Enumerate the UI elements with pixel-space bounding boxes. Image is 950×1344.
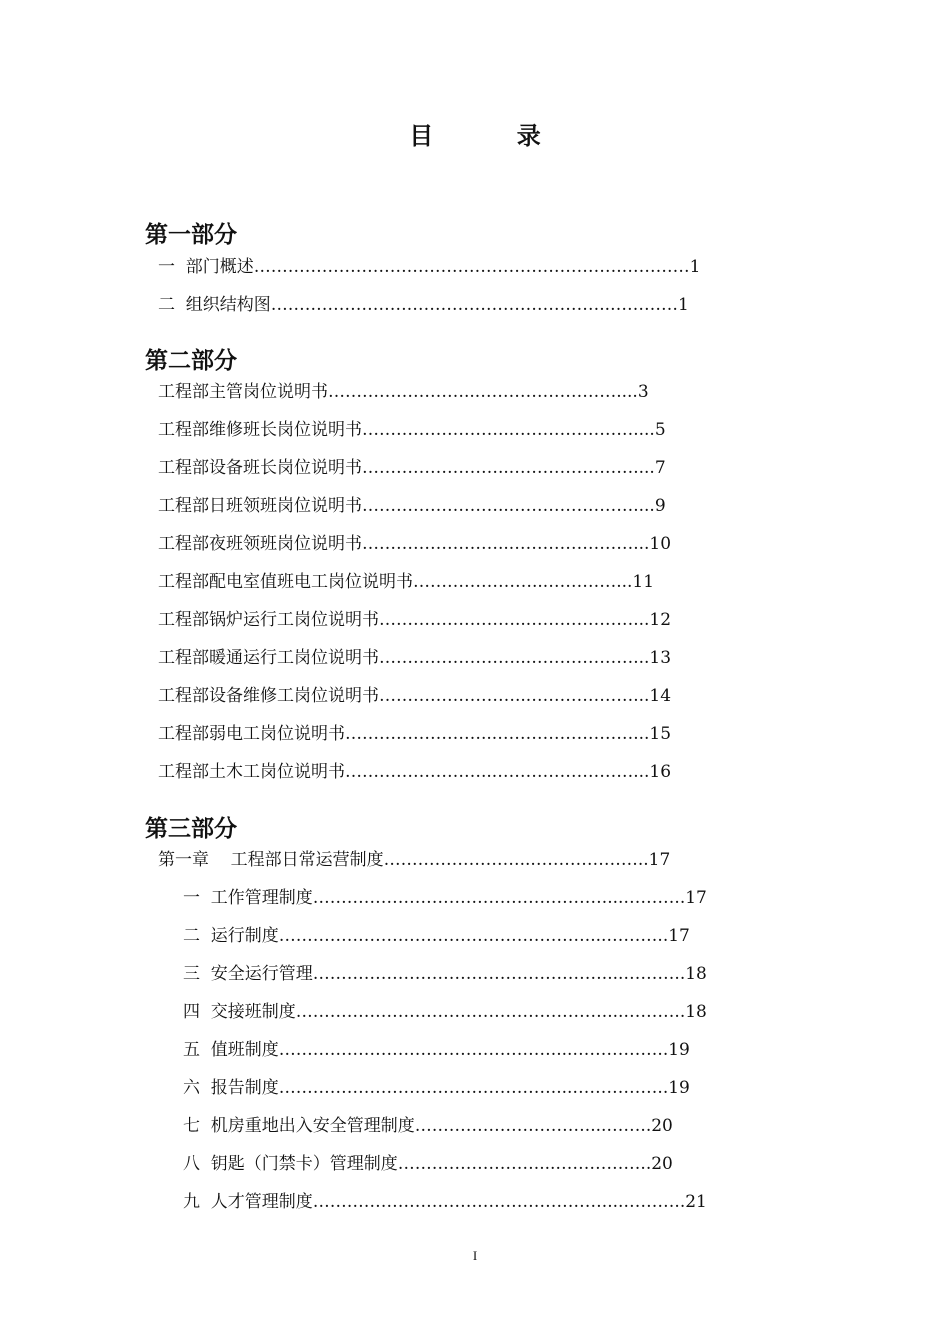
toc-entry[interactable]: 二 运行制度………………………………………………....………..17: [183, 926, 690, 946]
toc-entry[interactable]: 四 交接班制度………………………………………………....………..18: [183, 1002, 707, 1022]
toc-entry[interactable]: 工程部主管岗位说明书……………………...……………………....3: [158, 382, 649, 402]
toc-entry[interactable]: 工程部日班领班岗位说明书……………………...…………………....9: [158, 496, 666, 516]
part-heading: 第三部分: [145, 816, 237, 842]
toc-entry[interactable]: 工程部弱电工岗位说明书……………………...……………………...15: [158, 724, 672, 744]
part-heading: 第一部分: [145, 222, 237, 248]
toc-entry[interactable]: 一 部门概述……………………….……………………………….…………1: [158, 257, 701, 277]
toc-entry[interactable]: 工程部维修班长岗位说明书……………………...…………………....5: [158, 420, 666, 440]
toc-entry[interactable]: 七 机房重地出入安全管理制度…………………………....……..20: [183, 1116, 673, 1136]
toc-entry[interactable]: 八 钥匙（门禁卡）管理制度……………………....……………..20: [183, 1154, 673, 1174]
toc-entry[interactable]: 工程部暖通运行工岗位说明书……………………...………………...13: [158, 648, 672, 668]
toc-entry[interactable]: 一 工作管理制度……………………………………………....………..17: [183, 888, 707, 908]
toc-entry[interactable]: 三 安全运行管理……………………………………………....………..18: [183, 964, 707, 984]
page-title: 目 录: [409, 122, 541, 150]
toc-entry[interactable]: 九 人才管理制度……………………………………………....………..21: [183, 1192, 707, 1212]
toc-chapter[interactable]: 第一章 工程部日常运营制度……………………...………………..17: [158, 850, 671, 870]
toc-entry[interactable]: 工程部设备维修工岗位说明书……………………...………………...14: [158, 686, 672, 706]
toc-entry[interactable]: 五 值班制度…………………………………………....……………..19: [183, 1040, 690, 1060]
part-heading: 第二部分: [145, 348, 237, 374]
page-number: I: [472, 1248, 478, 1263]
toc-entry[interactable]: 工程部锅炉运行工岗位说明书……………………...………………...12: [158, 610, 672, 630]
toc-entry[interactable]: 二 组织结构图…………………….……………………………..…………1: [158, 295, 689, 315]
toc-entry[interactable]: 工程部土木工岗位说明书……………………...……………………...16: [158, 762, 672, 782]
toc-entry[interactable]: 工程部设备班长岗位说明书……………………...…………………....7: [158, 458, 666, 478]
toc-entry[interactable]: 六 报告制度…………………………………………....……………..19: [183, 1078, 690, 1098]
toc-entry[interactable]: 工程部夜班领班岗位说明书……………………...…………………...10: [158, 534, 672, 554]
toc-entry[interactable]: 工程部配电室值班电工岗位说明书…………………...…………...11: [158, 572, 655, 592]
